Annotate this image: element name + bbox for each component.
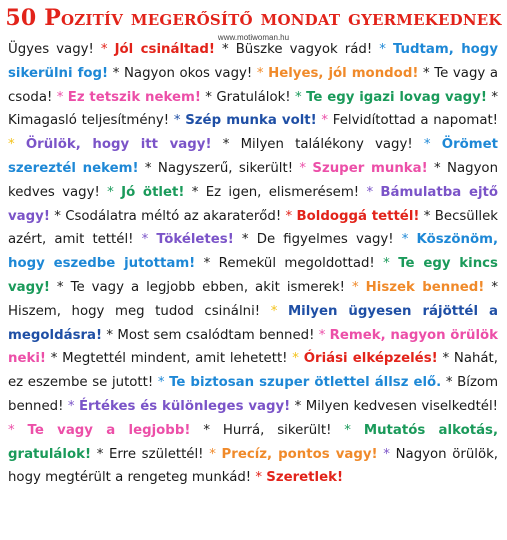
separator-star: *: [191, 184, 199, 200]
highlighted-phrase: Helyes, jól mondod!: [268, 65, 419, 81]
separator-star: *: [209, 446, 216, 462]
highlighted-phrase: Szuper munka!: [312, 160, 428, 176]
separator-star: *: [366, 184, 374, 200]
affirmations-text: [8, 38, 498, 490]
phrase: Hiszem, hogy meg tudod csinálni!: [8, 303, 261, 319]
phrase: Milyen kedvesen viselkedtél!: [305, 398, 499, 414]
separator-star: *: [295, 89, 302, 105]
separator-star: *: [256, 65, 264, 81]
phrase: Bízom benned!: [8, 375, 499, 414]
separator-star: *: [67, 398, 75, 414]
highlighted-phrase: Te egy igazi lovag vagy!: [306, 89, 487, 105]
separator-star: *: [56, 89, 64, 105]
separator-star: *: [54, 208, 61, 224]
highlighted-phrase: Mutatós alkotás, gratulálok!: [8, 422, 499, 462]
highlighted-phrase: Óriási elképzelés!: [303, 351, 438, 367]
separator-star: *: [8, 422, 15, 438]
separator-star: *: [379, 42, 386, 57]
phrase: Most sem csalódtam benned!: [117, 327, 315, 343]
separator-star: *: [203, 256, 211, 272]
phrase: Nagyon okos vagy!: [123, 65, 253, 81]
highlighted-phrase: Tudtam, hogy sikerülni fog!: [8, 42, 498, 81]
phrase: Nagyon kedves vagy!: [8, 160, 498, 200]
phrase: Gratulálok!: [216, 89, 291, 105]
highlighted-phrase: Bámulatba ejtő vagy!: [8, 184, 499, 224]
phrase: Ez igen, elismerésem!: [205, 184, 360, 200]
highlighted-phrase: Szeretlek!: [266, 470, 344, 486]
phrase: Nahát, ez eszembe se jutott!: [8, 351, 499, 391]
separator-star: *: [144, 160, 152, 176]
separator-star: *: [321, 113, 329, 129]
phrase: Te vagy a legjobb ebben, akit ismerek!: [70, 279, 345, 295]
separator-star: *: [401, 232, 409, 248]
highlighted-phrase: Hiszek benned!: [365, 279, 485, 295]
highlighted-phrase: Remek, nagyon örülök neki!: [8, 327, 498, 367]
separator-star: *: [222, 137, 230, 153]
separator-star: *: [442, 351, 450, 367]
phrase: Erre születtél!: [109, 446, 204, 462]
phrase: Nagyszerű, sikerült!: [157, 160, 294, 176]
separator-star: *: [285, 208, 293, 224]
highlighted-phrase: Milyen ügyesen rájöttél a megoldásra!: [8, 303, 498, 343]
separator-star: *: [221, 42, 229, 57]
highlighted-phrase: Boldoggá tettél!: [296, 208, 420, 224]
phrase: De figyelmes vagy!: [256, 232, 394, 248]
separator-star: *: [344, 422, 351, 438]
phrase: Ügyes vagy!: [8, 42, 94, 57]
separator-star: *: [294, 398, 302, 414]
separator-star: *: [423, 208, 431, 224]
separator-star: *: [106, 327, 114, 343]
separator-star: *: [383, 446, 390, 462]
separator-star: *: [100, 42, 108, 57]
highlighted-phrase: Te biztosan szuper ötlettel állsz elő.: [169, 375, 442, 391]
separator-star: *: [383, 256, 390, 272]
highlighted-phrase: Tökéletes!: [156, 232, 234, 248]
phrase: Megtettél mindent, amit lehetett!: [62, 351, 288, 367]
highlighted-phrase: Köszönöm, hogy eszedbe jutottam!: [8, 232, 499, 272]
highlighted-phrase: Te vagy a legjobb!: [27, 422, 191, 438]
separator-star: *: [255, 470, 263, 486]
highlighted-phrase: Jól csináltad!: [114, 42, 215, 57]
phrase: Te vagy a csoda!: [8, 65, 498, 105]
highlighted-phrase: Precíz, pontos vagy!: [221, 446, 378, 462]
separator-star: *: [292, 351, 299, 367]
separator-star: *: [112, 65, 120, 81]
separator-star: *: [423, 65, 430, 81]
separator-star: *: [56, 279, 64, 295]
separator-star: *: [141, 232, 149, 248]
phrase: Becsüllek azért, amit tettél!: [8, 208, 499, 248]
separator-star: *: [96, 446, 104, 462]
highlighted-phrase: Szép munka volt!: [185, 113, 317, 129]
phrase: Csodálatra méltó az akaraterőd!: [65, 208, 282, 224]
separator-star: *: [318, 327, 326, 343]
separator-star: *: [423, 137, 431, 153]
highlighted-phrase: Ez tetszik nekem!: [67, 89, 201, 105]
separator-star: *: [157, 375, 165, 391]
separator-star: *: [203, 422, 210, 438]
separator-star: *: [445, 375, 453, 391]
separator-star: *: [8, 137, 15, 153]
phrase: Felvidítottad a napomat!: [332, 113, 499, 129]
highlighted-phrase: Értékes és különleges vagy!: [78, 398, 291, 414]
phrase: Milyen találékony vagy!: [240, 137, 413, 153]
phrase: Kimagasló teljesítmény!: [8, 113, 170, 129]
highlighted-phrase: Örömet szereztél nekem!: [8, 137, 498, 176]
separator-star: *: [351, 279, 359, 295]
separator-star: *: [491, 279, 499, 295]
separator-star: *: [50, 351, 58, 367]
separator-star: *: [241, 232, 249, 248]
separator-star: *: [299, 160, 307, 176]
website-url: www.motiwoman.hu: [217, 33, 290, 42]
separator-star: *: [491, 89, 498, 105]
separator-star: *: [205, 89, 212, 105]
phrase: Büszke vagyok rád!: [235, 42, 373, 57]
highlighted-phrase: Jó ötlet!: [121, 184, 185, 200]
separator-star: *: [107, 184, 114, 200]
highlighted-phrase: Örülök, hogy itt vagy!: [25, 137, 212, 153]
phrase: Hurrá, sikerült!: [222, 422, 332, 438]
highlighted-phrase: Te egy kincs vagy!: [8, 256, 498, 295]
page-title: 50 Pozitív megerősítő mondat gyermekednek: [5, 5, 502, 31]
separator-star: *: [270, 303, 278, 319]
separator-star: *: [173, 113, 181, 129]
separator-star: *: [434, 160, 441, 176]
phrase: Nagyon örülök, hogy megtérült a rengeteg munkád!: [8, 446, 499, 486]
phrase: Remekül megoldottad!: [218, 256, 375, 272]
